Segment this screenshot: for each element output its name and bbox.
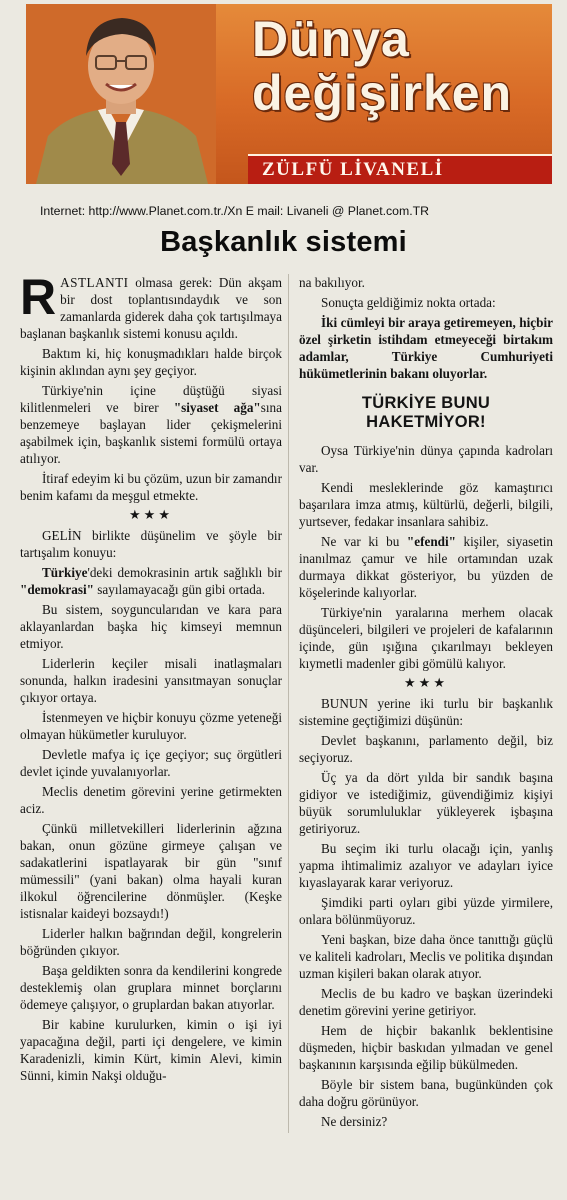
paragraph: Şimdiki parti oyları gibi yüzde yirmilere, onlara bölünmüyoruz. [299, 895, 553, 927]
article-column-left [20, 269, 282, 1087]
paragraph-text: kişiler, siyasetin inanılmaz çamur ve hile ortamından uzak durmaya dikkat gösteriyor, bu yüzden de köşelerinde kalıyorlar. [299, 534, 553, 600]
paragraph: Türkiye'nin yaralarına merhem olacak düşünceleri, bilgileri ve projeleri de kafalarının içinde, gün ışığına çıkarılmayı bekleyen kıymetli madenler gibi gömülü kalıyor. [299, 605, 553, 671]
column-title [252, 12, 552, 120]
paragraph: Ne dersiniz? [321, 1114, 388, 1129]
paragraph: GELİN birlikte düşünelim ve şöyle bir tartışalım konuyu: [20, 528, 282, 560]
emphasis-text: "siyaset ağa" [173, 400, 261, 415]
paragraph: Böyle bir sistem bana, bugünkünden çok daha doğru görünüyor. [299, 1077, 553, 1109]
paragraph [20, 382, 282, 467]
paragraph: Üç ya da dört yılda bir sandık başına gidiyor ve istediğimiz, güvendiğimiz kişiyi büyük sorumluluklar yükleyerek işbaşına getiriyoruz. [299, 770, 553, 836]
paragraph: Devletle mafya iç içe geçiyor; suç örgütleri devlet içinde yuvalanıyorlar. [20, 747, 282, 779]
author-portrait [26, 4, 216, 184]
paragraph: Liderler halkın bağrından değil, kongrelerin böğründen çıkıyor. [20, 926, 282, 958]
emphasis-text: "efendi" [406, 534, 456, 549]
paragraph: İtiraf edeyim ki bu çözüm, uzun bir zamandır benim kafamı da meşgul etmekte. [20, 471, 282, 503]
subheading [299, 394, 553, 432]
paragraph: Baktım ki, hiç konuşmadıkları halde birçok kişinin aklından aynı şey geçiyor. [20, 346, 282, 378]
paragraph: Devlet başkanını, parlamento değil, biz seçiyoruz. [299, 733, 553, 765]
emphasis-text: "demokrasi" [20, 582, 94, 597]
paragraph [299, 533, 553, 601]
emphasis-text: Türkiye [42, 565, 88, 580]
drop-cap: R [20, 269, 57, 325]
author-bar [248, 154, 552, 184]
paragraph: Sonuçta geldiğimiz nokta ortada: [321, 295, 496, 310]
paragraph-text: sayılamayacağı gün gibi ortada. [94, 582, 266, 597]
paragraph-text: sına benzemeye başlayan lider çekişmelerini aşabilmek için, başkanlık sistemi formülü ortaya atılıyor. [20, 400, 282, 466]
paragraph: Meclis denetim görevini yerine getirmekten aciz. [20, 784, 282, 816]
article-column-right [288, 274, 553, 1133]
paragraph: Başa geldikten sonra da kendilerini kongrede desteklemiş olan gruplara minnet borçlarını ödemeye çalışıyor, o gruplardan bakan atıyorlar. [20, 963, 282, 1012]
paragraph: İstenmeyen ve hiçbir konuyu çözme yeteneği olmayan hükümetler kuruluyor. [20, 710, 282, 742]
paragraph-text: olmasa gerek: Dün akşam bir dost toplantısındaydık ve son zamanlarda giderek daha çok tartışılmaya başlanan başkanlık sistemi konusu açıldı. [20, 275, 282, 341]
paragraph: Kendi mesleklerinde göz kamaştırıcı başarılara imza atmış, kültürlü, değerli, bilgili, yurtsever, fedakar insanlara sahibiz. [299, 480, 553, 529]
paragraph: na bakılıyor. [299, 275, 365, 290]
contact-line: Internet: http://www.Planet.com.tr./Xn E mail: Livaneli @ Planet.com.TR [40, 204, 430, 218]
lead-word: ASTLANTI [60, 275, 129, 290]
paragraph: Yeni başkan, bize daha önce tanıttığı güçlü ve kaliteli kadroları, Meclis ve politika dışından uzman kişileri bakan olarak atıyor. [299, 932, 553, 981]
section-divider-stars: ★★★ [129, 508, 173, 523]
paragraph: Bu sistem, soyguncularıdan ve kara para aklayanlardan başka hiç kimseyi memnun etmiyor. [20, 602, 282, 651]
paragraph: Oysa Türkiye'nin dünya çapında kadroları var. [299, 443, 553, 475]
paragraph: Çünkü milletvekilleri liderlerinin ağzına bakan, onun gözüne girmeye çalışan ve sadakatlerini ispatlayarak bir gün "sınıf mümessili" (yani bakan) olma hayali kuran ilkokul öğrencilerine dönmüşler. (Keşke istisnalar kaideyi bozsaydı!) [20, 821, 282, 921]
paragraph-text: Türkiye'nin içine düştüğü siyasi kilitlenmeleri ve birer [20, 383, 282, 415]
subheading-line2: HAKETMİYOR! [366, 413, 486, 431]
paragraph-text: Ne var ki bu [321, 534, 407, 549]
paragraph: Bir kabine kurulurken, kimin o işi iyi yapacağına değil, parti içi dengelere, ve kimin Karadenizli, kimin Kürt, kimin Alevi, kimin Sünni, kimin Nakşi olduğu- [20, 1017, 282, 1083]
paragraph-bold: İki cümleyi bir araya getiremeyen, hiçbir özel şirketin istihdam etmeyeceği birtakım adamlar, Türkiye Cumhuriyeti hükümetlerinin bakanı oluyorlar. [299, 315, 553, 381]
paragraph: Liderlerin keçiler misali inatlaşmaları sonunda, halkın iradesini yansıtmayan sonuçlar çıkıyor ortaya. [20, 656, 282, 705]
paragraph: Meclis de bu kadro ve başkan üzerindeki denetim görevini yerine getiriyor. [299, 986, 553, 1018]
column-title-line1: Dünya [252, 11, 410, 67]
paragraph: BUNUN yerine iki turlu bir başkanlık sistemine geçtiğimizi düşünün: [299, 696, 553, 728]
paragraph: Hem de hiçbir bakanlık beklentisine düşmeden, hiçbir baskıdan yılmadan ve genel başkanının karşısında eğilip bükülmeden. [299, 1023, 553, 1072]
paragraph: Bu seçim iki turlu olacağı için, yanlış yapma ihtimalimiz azalıyor ve adayları iyice kıyaslayarak karar veriyoruz. [299, 841, 553, 890]
column-banner [26, 4, 552, 184]
paragraph [20, 269, 282, 342]
column-title-line2: değişirken [252, 65, 513, 121]
author-name: ZÜLFÜ LİVANELİ [262, 159, 444, 180]
paragraph [20, 564, 282, 598]
paragraph-text: 'deki demokrasinin artık sağlıklı bir [87, 565, 282, 580]
article-headline: Başkanlık sistemi [160, 226, 407, 258]
section-divider-stars: ★★★ [404, 676, 448, 691]
subheading-line1: TÜRKİYE BUNU [361, 394, 491, 412]
